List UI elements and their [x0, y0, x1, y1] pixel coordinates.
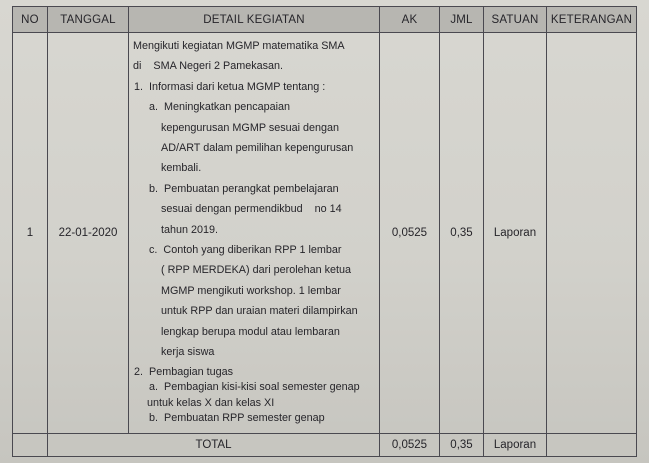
detail-item-1c-line-5: lengkap berupa modul atau lembaran [161, 325, 340, 338]
total-blank-no [13, 434, 48, 457]
header-detail-kegiatan: DETAIL KEGIATAN [129, 7, 380, 33]
total-label: TOTAL [48, 434, 380, 457]
cell-satuan: Laporan [484, 33, 547, 434]
total-keterangan [547, 434, 637, 457]
detail-item-1-title: 1. Informasi dari ketua MGMP tentang : [134, 80, 326, 93]
detail-item-1a-line-4: kembali. [161, 162, 202, 175]
cell-detail-kegiatan [129, 33, 380, 434]
header-no: NO [13, 7, 48, 33]
detail-item-1a-line-2: kepengurusan MGMP sesuai dengan [161, 121, 340, 134]
header-satuan: SATUAN [484, 7, 547, 33]
detail-item-2a-line-2: untuk kelas X dan kelas XI [147, 396, 275, 409]
activity-table [12, 6, 637, 457]
cell-no: 1 [13, 33, 48, 434]
cell-keterangan [547, 33, 637, 434]
header-jml: JML [440, 7, 484, 33]
detail-item-1a-line-1: a. Meningkatkan pencapaian [149, 101, 291, 114]
cell-tanggal: 22-01-2020 [48, 33, 129, 434]
total-jml: 0,35 [440, 434, 484, 457]
detail-item-2b-line-1: b. Pembuatan RPP semester genap [149, 412, 325, 424]
detail-item-1a-line-3: AD/ART dalam pemilihan kepengurusan [161, 142, 354, 155]
detail-item-1c-line-2: ( RPP MERDEKA) dari perolehan ketua [161, 264, 352, 277]
table-row [13, 33, 637, 434]
detail-item-1b-line-3: tahun 2019. [161, 223, 219, 236]
detail-item-1c-line-4: untuk RPP dan uraian materi dilampirkan [161, 305, 358, 318]
detail-item-1c-line-3: MGMP mengikuti workshop. 1 lembar [161, 284, 341, 297]
cell-ak: 0,0525 [380, 33, 440, 434]
header-keterangan: KETERANGAN [547, 7, 637, 33]
total-ak: 0,0525 [380, 434, 440, 457]
detail-item-1c-line-6: kerja siswa [161, 346, 215, 359]
detail-item-1c-line-1: c. Contoh yang diberikan RPP 1 lembar [149, 244, 342, 257]
total-row [13, 434, 637, 457]
detail-item-2a-line-1: a. Pembagian kisi-kisi soal semester genap [149, 381, 360, 393]
detail-intro-line-1: Mengikuti kegiatan MGMP matematika SMA [133, 40, 345, 52]
detail-intro-line-2: di SMA Negeri 2 Pamekasan. [133, 60, 284, 73]
total-satuan: Laporan [484, 434, 547, 457]
detail-item-2-title: 2. Pembagian tugas [134, 365, 234, 378]
header-tanggal: TANGGAL [48, 7, 129, 33]
header-ak: AK [380, 7, 440, 33]
cell-jml: 0,35 [440, 33, 484, 434]
detail-item-1b-line-1: b. Pembuatan perangkat pembelajaran [149, 182, 339, 195]
table-header-row [13, 7, 637, 33]
detail-item-1b-line-2: sesuai dengan permendikbud no 14 [161, 203, 342, 216]
